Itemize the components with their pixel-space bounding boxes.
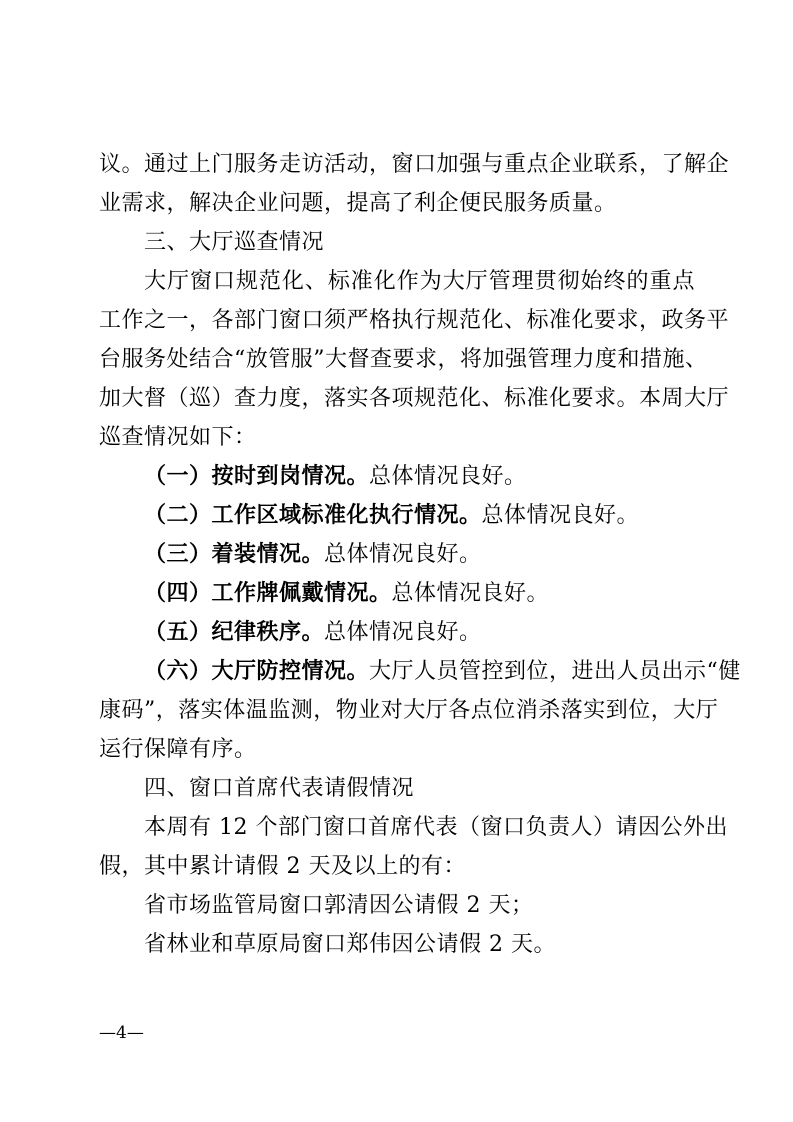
- list-item: [144, 501, 695, 531]
- paragraph-line: 议。通过上门服务走访活动，窗口加强与重点企业联系，了解企: [99, 152, 730, 177]
- list-item-text: 总体情况良好。: [481, 503, 640, 528]
- section-heading: 四、窗口首席代表请假情况: [144, 776, 415, 801]
- paragraph-line: 业需求，解决企业问题，提高了利企便民服务质量。: [99, 191, 617, 216]
- list-item-title: （五）纪律秩序。: [144, 620, 325, 645]
- list-item-title: （一）按时到岗情况。: [144, 464, 370, 489]
- paragraph-line: 本周有 12 个部门窗口首席代表（窗口负责人）请因公外出: [144, 815, 728, 840]
- list-item: [144, 618, 695, 648]
- list-item: [144, 462, 695, 492]
- list-item-text: 总体情况良好。: [324, 620, 482, 645]
- list-item-title: （四）工作牌佩戴情况。: [144, 581, 392, 606]
- list-item: [144, 540, 695, 570]
- paragraph-line: 康码”，落实体温监测，物业对大厅各点位消杀落实到位，大厅: [99, 698, 719, 723]
- list-item: [144, 579, 695, 609]
- paragraph-line: 巡查情况如下：: [99, 425, 257, 450]
- paragraph-line: 加大督（巡）查力度，落实各项规范化、标准化要求。本周大厅: [99, 386, 730, 411]
- list-item-text: 大厅人员管控到位，进出人员出示“健: [369, 659, 741, 684]
- paragraph-line: 假，其中累计请假 2 天及以上的有：: [99, 854, 466, 879]
- leave-entry: 省市场监管局窗口郭清因公请假 2 天；: [144, 893, 534, 918]
- list-item-text: 总体情况良好。: [391, 581, 550, 606]
- page-number: —4—: [99, 1023, 144, 1043]
- section-heading: 三、大厅巡查情况: [144, 230, 325, 255]
- list-item-text: 总体情况良好。: [324, 542, 482, 567]
- paragraph-line: 运行保障有序。: [99, 737, 257, 762]
- list-item-title: （三）着装情况。: [144, 542, 325, 567]
- paragraph-line: 台服务处结合“放管服”大督查要求，将加强管理力度和措施、: [99, 347, 708, 372]
- paragraph-line: 大厅窗口规范化、标准化作为大厅管理贯彻始终的重点: [144, 269, 695, 294]
- leave-entry: 省林业和草原局窗口郑伟因公请假 2 天。: [144, 932, 556, 957]
- list-item-title: （六）大厅防控情况。: [144, 659, 370, 684]
- list-item-title: （二）工作区域标准化执行情况。: [144, 503, 482, 528]
- list-item: [144, 657, 741, 687]
- list-item-text: 总体情况良好。: [369, 464, 527, 489]
- paragraph-line: 工作之一，各部门窗口须严格执行规范化、标准化要求，政务平: [99, 308, 730, 333]
